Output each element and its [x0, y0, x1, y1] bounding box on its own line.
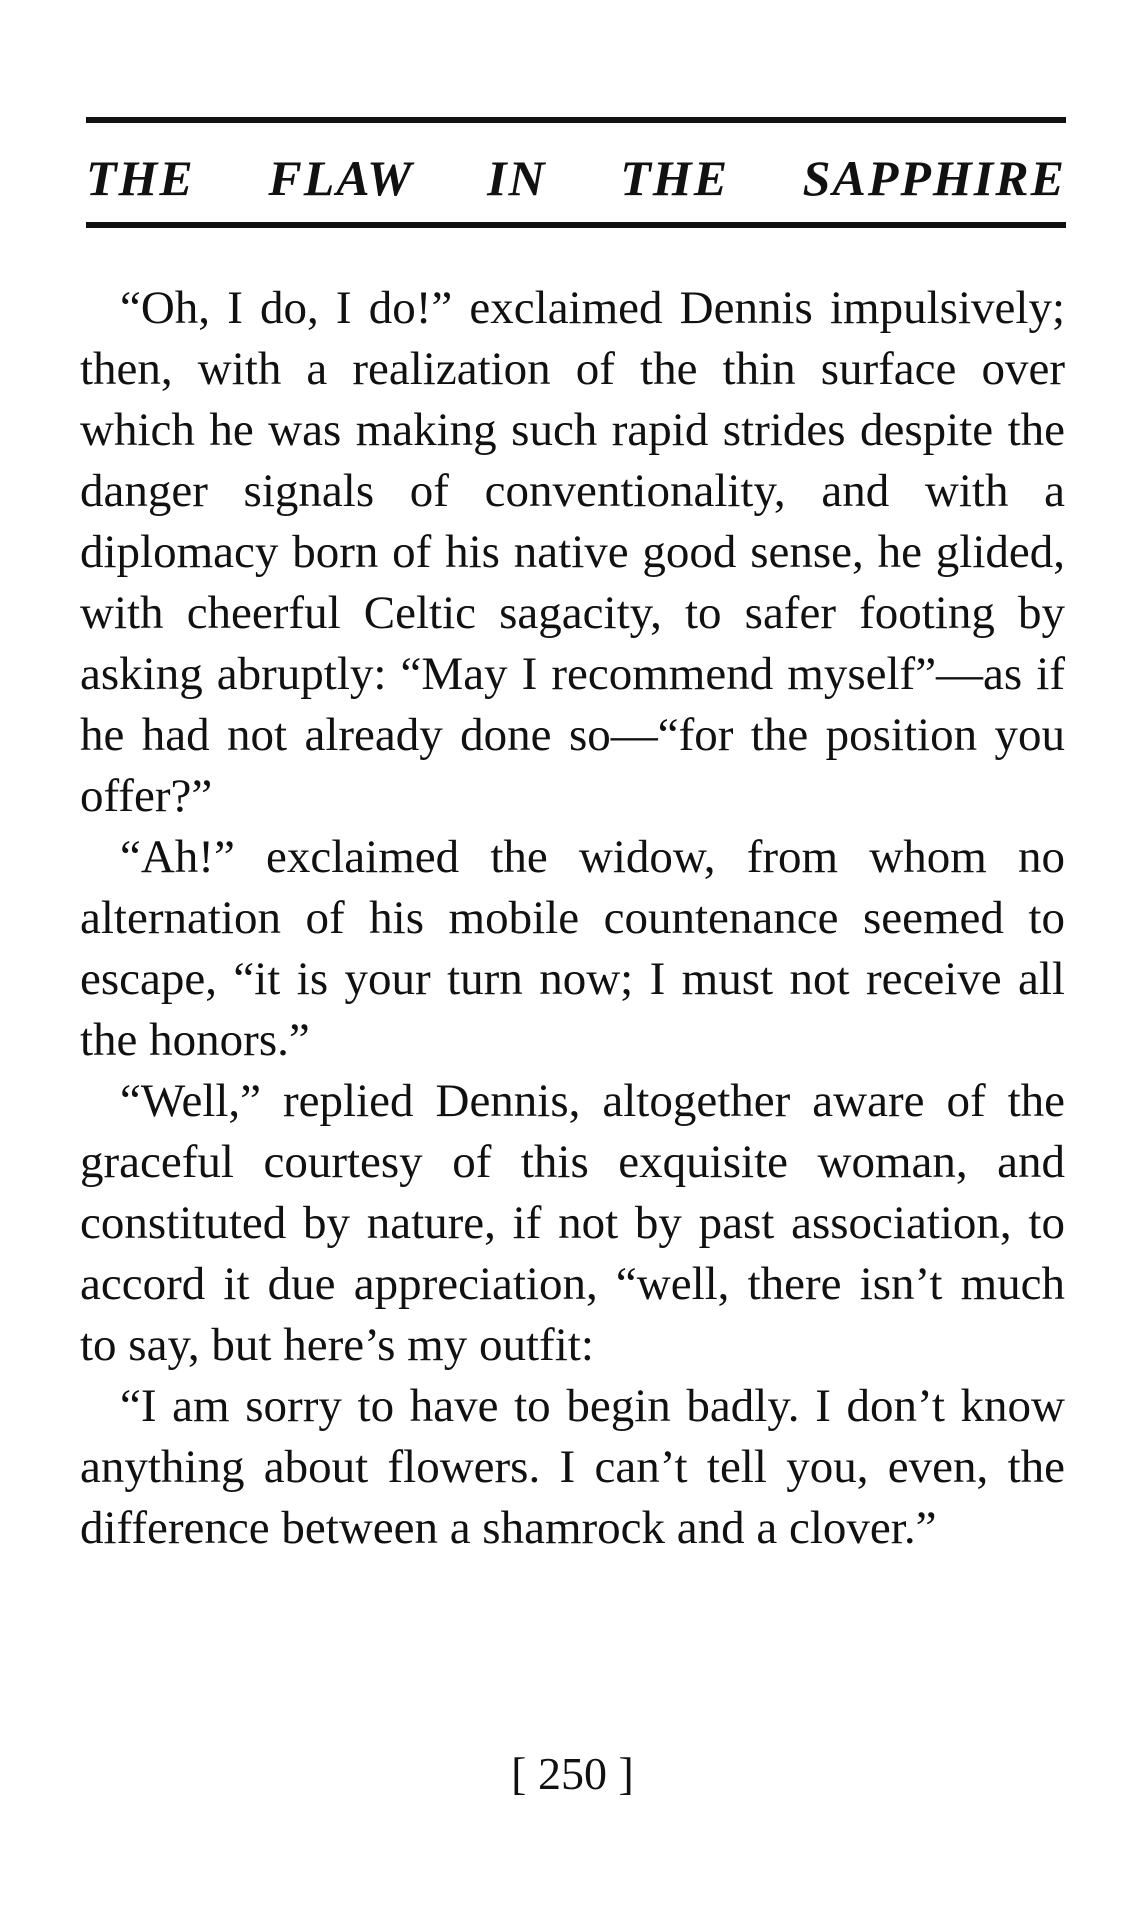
paragraph: “I am sorry to have to begin badly. I don’t know anything about flowers. I can’t tell you, even, the difference between a shamrock and a clover.” — [80, 1380, 1065, 1554]
paragraph: “Well,” replied Dennis, altogether aware of the graceful courtesy of this exquisite woman, and constituted by nature, if not by past association, to accord it due appreciation, “well, there isn’t much to say, but here’s my outfit: — [80, 1075, 1065, 1371]
page-number: [ 250 ] — [511, 1748, 634, 1799]
paragraph: “Oh, I do, I do!” exclaimed Dennis impulsively; then, with a realization of the thin surface over which he was making such rapid strides despite the danger signals of conventionality, and with a diplomacy born of his native good sense, he glided, with cheerful Celtic sagacity, to safer footing by asking abruptly: “May I recommend myself”—as if he had not already done so—“for the position you offer?” — [80, 282, 1065, 822]
header-bottom-rule — [86, 222, 1066, 228]
paragraph: “Ah!” exclaimed the widow, from whom no alternation of his mobile countenance seemed to escape, “it is your turn now; I must not receive all the honors.” — [80, 831, 1065, 1066]
running-head-word: THE — [620, 150, 730, 206]
body-text — [80, 278, 1065, 1559]
running-head-word: SAPPHIRE — [802, 150, 1066, 206]
running-head — [86, 142, 1066, 214]
running-head-word: IN — [487, 150, 547, 206]
running-head-word: THE — [86, 150, 195, 206]
header-top-rule — [86, 117, 1066, 123]
running-head-word: FLAW — [268, 150, 414, 206]
